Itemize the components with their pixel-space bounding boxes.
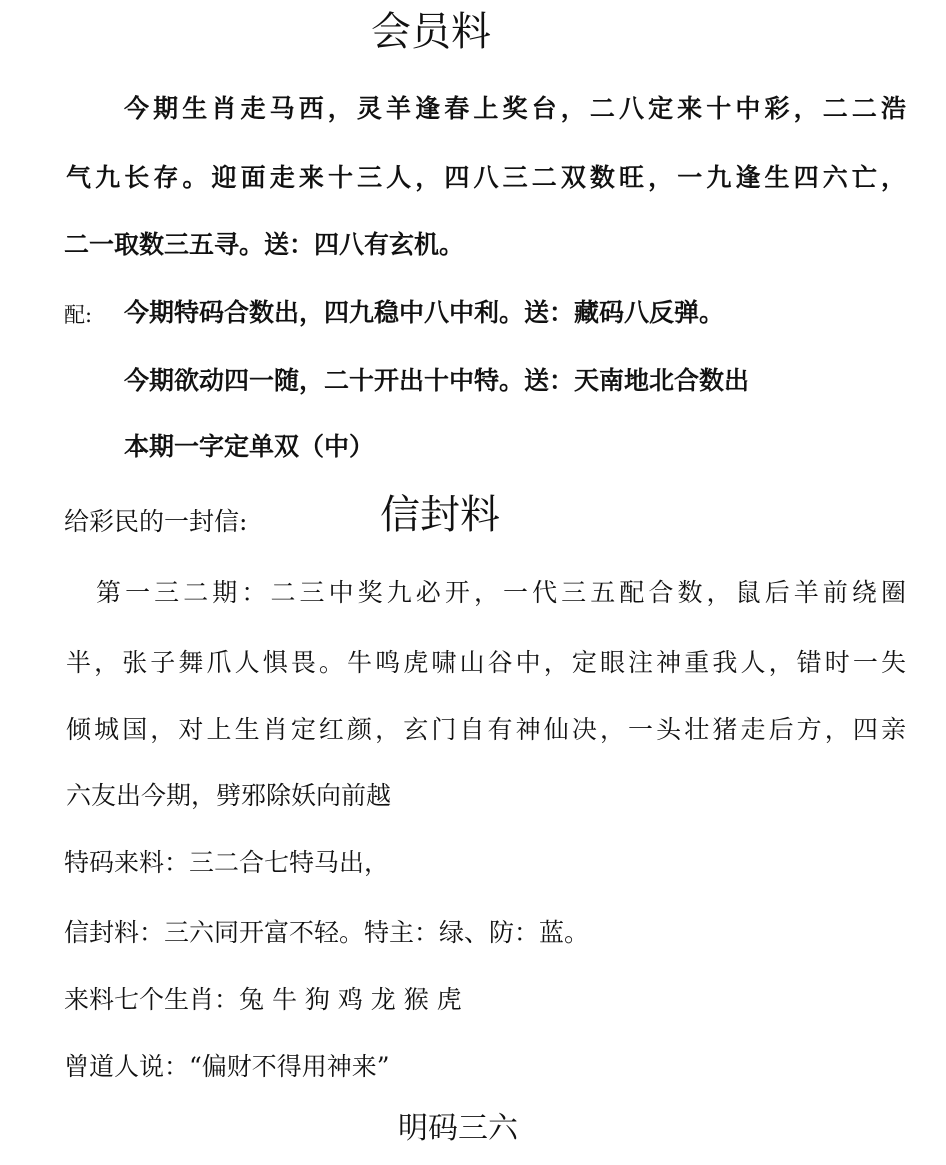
poem-line-3: 二一取数三五寻。送：四八有玄机。 — [64, 230, 465, 259]
issue-line-2: 半，张子舞爪人惧畏。牛鸣虎啸山谷中，定眼注神重我人，错时一失 — [66, 648, 906, 677]
letter-label: 给彩民的一封信: — [64, 507, 248, 536]
ming-line: 明码三六 — [398, 1111, 518, 1146]
letter-title: 信封料 — [380, 492, 500, 538]
zodiac-line: 来料七个生肖：兔 牛 狗 鸡 龙 猴 虎 — [64, 985, 462, 1014]
zeng-line: 曾道人说：“偏财不得用神来” — [64, 1052, 390, 1081]
members-title: 会员料 — [371, 9, 491, 55]
issue-line-4: 六友出今期，劈邪除妖向前越 — [66, 781, 392, 810]
pei-line-1: 今期特码合数出，四九稳中八中利。送：藏码八反弹。 — [124, 298, 725, 327]
issue-line-3: 倾城国，对上生肖定红颜，玄门自有神仙决，一头壮猪走后方，四亲 — [66, 715, 906, 744]
pei-label: 配: — [64, 303, 93, 327]
poem-line-1: 今期生肖走马西，灵羊逢春上奖台，二八定来十中彩，二二浩 — [124, 94, 906, 123]
poem-line-2: 气九长存。迎面走来十三人，四八三二双数旺，一九逢生四六亡， — [66, 163, 906, 192]
pei-line-2: 今期欲动四一随，二十开出十中特。送：天南地北合数出 — [124, 366, 750, 395]
tema-line: 特码来料：三二合七特马出， — [64, 848, 390, 877]
xinfeng-line: 信封料：三六同开富不轻。特主：绿、防：蓝。 — [64, 918, 590, 947]
pei-line-3: 本期一字定单双（中） — [124, 432, 375, 461]
issue-line-1: 第一三二期：二三中奖九必开，一代三五配合数，鼠后羊前绕圈 — [96, 578, 906, 607]
